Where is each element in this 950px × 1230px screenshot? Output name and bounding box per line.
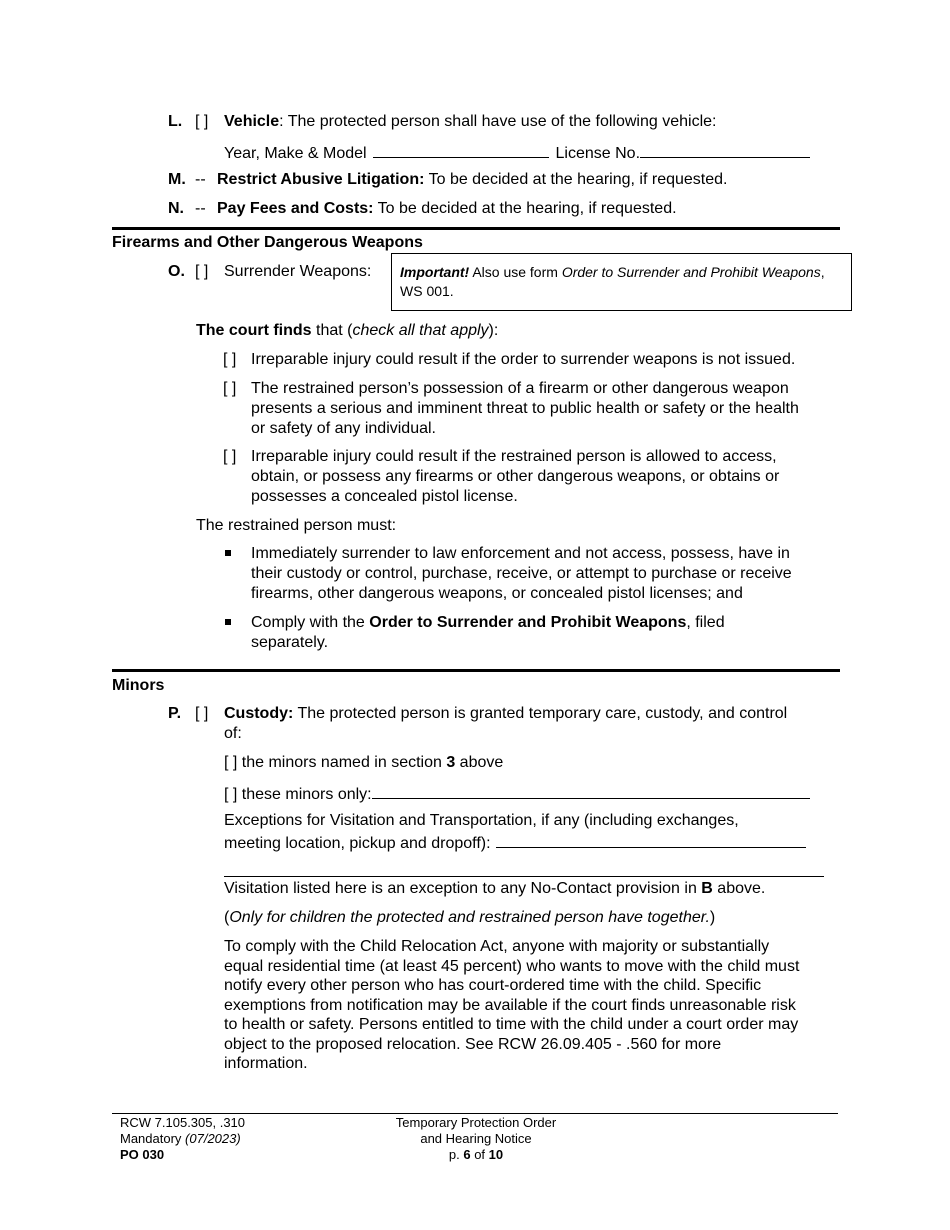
visitation-section: B — [701, 880, 713, 897]
relocation-line: object to the proposed relocation. See RCW 26.09.405 - .560 for more — [224, 1035, 722, 1053]
footer-page-total: 10 — [488, 1147, 504, 1162]
firearms-heading: Firearms and Other Dangerous Weapons — [112, 234, 423, 251]
footer-page-num: 6 — [463, 1147, 471, 1162]
item-m-desc: To be decided at the hearing, if requested. — [424, 171, 728, 188]
visitation-text1: Visitation listed here is an exception to any No-Contact provision in — [224, 880, 702, 897]
item-l-letter: L. — [168, 113, 183, 130]
item-n-desc: To be decided at the hearing, if requested. — [373, 200, 677, 217]
finding-2-line: or safety of any individual. — [251, 420, 436, 437]
finding-1-checkbox[interactable]: [ ] — [223, 351, 237, 368]
item-o-letter: O. — [168, 263, 185, 280]
footer-mandatory: Mandatory — [120, 1131, 186, 1146]
only-children-italic: Only for children the protected and restrained person have together. — [229, 909, 710, 926]
important-text1: Also use form — [469, 264, 562, 280]
restrained-must: The restrained person must: — [196, 517, 397, 534]
item-l-desc: : The protected person shall have use of the following vehicle: — [279, 113, 717, 130]
custody-line2: of: — [224, 725, 242, 742]
only-children-note — [224, 908, 715, 928]
important-label: Important! — [400, 264, 470, 280]
finding-3-line: Irreparable injury could result if the restrained person is allowed to access, — [251, 448, 777, 465]
court-finds-italic: check all that apply — [352, 322, 489, 339]
finding-3-line: possesses a concealed pistol license. — [251, 488, 518, 505]
important-notice-box — [391, 253, 852, 311]
vehicle-fields — [224, 141, 810, 164]
item-p-checkbox[interactable]: [ ] — [195, 705, 209, 722]
item-n-letter: N. — [168, 200, 184, 217]
visitation-note — [224, 879, 765, 899]
section-divider-minors — [112, 669, 840, 672]
bullet-2-form-name: Order to Surrender and Prohibit Weapons — [369, 614, 687, 631]
item-m-text — [217, 170, 727, 190]
item-m-letter: M. — [168, 171, 186, 188]
relocation-paragraph — [224, 937, 799, 1074]
footer-center — [376, 1115, 576, 1163]
item-l-text — [224, 112, 716, 132]
relocation-line: information. — [224, 1055, 308, 1072]
bullet-2-text1: Comply with the — [251, 614, 370, 631]
important-form-name: Order to Surrender and Prohibit Weapons — [561, 264, 821, 280]
license-label: License No. — [555, 145, 641, 162]
finding-2-checkbox[interactable]: [ ] — [223, 380, 237, 397]
finding-3-line: obtain, or possess any firearms or other dangerous weapons, or obtains or — [251, 468, 780, 485]
item-m-dash: -- — [195, 171, 206, 188]
footer-form-id: PO 030 — [120, 1147, 165, 1162]
relocation-line: To comply with the Child Relocation Act, anyone with majority or substantially — [224, 938, 770, 955]
footer-title-line1: Temporary Protection Order — [395, 1115, 557, 1130]
finding-3-text — [251, 447, 779, 507]
custody-label: Custody: — [224, 705, 294, 722]
exceptions-line1: Exceptions for Visitation and Transportation, if any (including exchanges, — [224, 812, 739, 829]
footer-rule — [112, 1113, 838, 1114]
bullet-2-line1 — [251, 613, 725, 633]
relocation-line: notify every other person who has court-ordered time with the child. Specific — [224, 977, 762, 994]
bullet-1-line: their custody or control, purchase, receive, or attempt to purchase or receive — [251, 565, 792, 582]
year-make-model-field[interactable] — [373, 141, 549, 158]
year-make-model-label: Year, Make & Model — [224, 145, 367, 162]
exceptions-text — [224, 811, 806, 854]
bullet-2-line2: separately. — [251, 634, 329, 651]
minors-heading: Minors — [112, 677, 165, 694]
court-finds-text1: that ( — [311, 322, 353, 339]
item-l-title: Vehicle — [224, 113, 280, 130]
finding-2-line: presents a serious and imminent threat to public health or safety or the health — [251, 400, 799, 417]
footer-left — [120, 1115, 245, 1163]
custody-desc: The protected person is granted temporary care, custody, and control — [293, 705, 788, 722]
footer-page-prefix: p. — [448, 1147, 464, 1162]
important-line2: WS 001. — [400, 283, 454, 299]
item-n-text — [217, 199, 677, 219]
relocation-line: exemptions from notification may be available if the court finds unreasonable risk — [224, 996, 796, 1014]
option-named-text1: [ ] the minors named in section — [224, 754, 447, 771]
bullet-2-text2: , filed — [686, 614, 725, 631]
item-l-checkbox[interactable]: [ ] — [195, 113, 209, 130]
only-children-close: ) — [709, 909, 716, 926]
exceptions-line2: meeting location, pickup and dropoff): — [224, 835, 491, 852]
visitation-text2: above. — [712, 880, 766, 897]
finding-2-text — [251, 379, 799, 439]
exceptions-field[interactable] — [496, 831, 806, 848]
option-these-text: [ ] these minors only: — [224, 786, 372, 803]
footer-title-line2: and Hearing Notice — [420, 1131, 532, 1146]
minors-option-named[interactable] — [224, 753, 503, 773]
bullet-icon — [225, 619, 231, 625]
footer-mandatory-date: (07/2023) — [185, 1131, 241, 1146]
footer-page-of: of — [470, 1147, 489, 1162]
section-divider-firearms — [112, 227, 840, 230]
bullet-1-line: Immediately surrender to law enforcement and not access, possess, have in — [251, 545, 790, 562]
important-text2: , — [820, 264, 825, 280]
finding-3-checkbox[interactable]: [ ] — [223, 448, 237, 465]
item-n-title: Pay Fees and Costs: — [217, 200, 374, 217]
item-n-dash: -- — [195, 200, 206, 217]
finding-1-text: Irreparable injury could result if the order to surrender weapons is not issued. — [251, 351, 796, 368]
minors-option-these[interactable] — [224, 782, 810, 805]
court-finds — [196, 321, 498, 341]
custody-text — [224, 704, 787, 744]
footer-page — [376, 1147, 576, 1163]
court-finds-text2: ): — [488, 322, 499, 339]
court-finds-label: The court finds — [196, 322, 312, 339]
footer-rcw: RCW 7.105.305, .310 — [120, 1115, 246, 1130]
option-named-section: 3 — [446, 754, 456, 771]
item-o-checkbox[interactable]: [ ] — [195, 263, 209, 280]
bullet-1-text — [251, 544, 792, 604]
item-p-letter: P. — [168, 705, 182, 722]
relocation-line: equal residential time (at least 45 percent) who wants to move with the child must — [224, 957, 800, 975]
bullet-1-line: firearms, other dangerous weapons, or concealed pistol licenses; and — [251, 585, 743, 602]
these-minors-field[interactable] — [372, 782, 810, 799]
license-field[interactable] — [640, 141, 810, 158]
bullet-icon — [225, 550, 231, 556]
surrender-weapons-label: Surrender Weapons: — [224, 263, 372, 280]
bullet-2-text — [251, 613, 725, 653]
item-m-title: Restrict Abusive Litigation: — [217, 171, 425, 188]
finding-2-line: The restrained person’s possession of a firearm or other dangerous weapon — [251, 380, 789, 397]
important-line1 — [400, 263, 843, 282]
option-named-text2: above — [455, 754, 504, 771]
relocation-line: to health or safety. Persons entitled to time with the child under a court order may — [224, 1016, 799, 1033]
only-children-open: ( — [224, 909, 230, 926]
exceptions-field-line2[interactable] — [224, 876, 824, 877]
